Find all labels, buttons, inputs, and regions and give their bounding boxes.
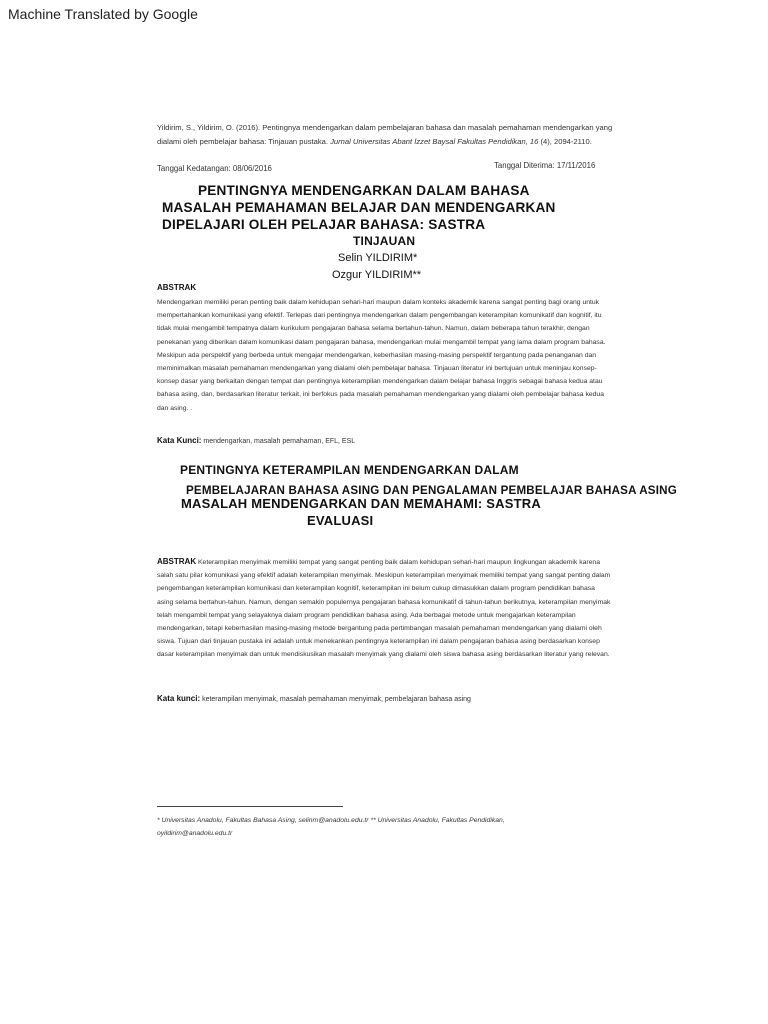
- author-1: Selin YILDIRIM*: [338, 252, 418, 264]
- keywords: [157, 436, 355, 445]
- translation-banner: Machine Translated by Google: [8, 6, 198, 22]
- received-date: Tanggal Kedatangan: 08/06/2016: [157, 164, 272, 173]
- keywords-text: mendengarkan, masalah pemahaman, EFL, ESL: [203, 438, 356, 445]
- abstract-body: Mendengarkan memiliki peran penting baik dalam kehidupan sehari-hari maupun dalam konteks akademik karena sangat penting bagi orang untuk mempertahankan komunikasi yang efektif. Terlepas dari pentingnya mendengarkan dalam pengembangan keterampilan komunikatif dan kognitif, itu tidak mulai mengambil tempatnya dalam kurikulum pengajaran bahasa selama bertahun-tahun. Namun, dalam beberapa tahun terakhir, dengan penekanan yang diberikan dalam komunikasi dalam pengajaran bahasa, mendengarkan mulai mengambil tempat yang lama dalam program bahasa. Meskipun ada perspektif yang berbeda untuk mengajar mendengarkan, keberhasilan masing-masing perspektif tergantung pada penanganan dan meminimalkan masalah pemahaman mendengarkan yang dialami oleh pembelajar bahasa. Tinjauan literatur ini bertujuan untuk meninjau konsep-konsep dasar yang berkaitan dengan tempat dan pentingnya keterampilan mendengarkan dalam belajar bahasa Inggris sebagai bahasa kedua atau bahasa asing, dan, berdasarkan literatur terkait, ini berfokus pada masalah pemahaman mendengarkan yang dialami oleh pembelajar bahasa kedua dan asing. .: [157, 299, 606, 412]
- alt-title-line-4: EVALUASI: [307, 513, 374, 528]
- alt-keywords-label: Kata kunci:: [157, 694, 201, 703]
- alt-title-line-3: MASALAH MENDENGARKAN DAN MEMAHAMI: SASTRA: [181, 496, 541, 511]
- alt-abstract-body: Keterampilan menyimak memiliki tempat yang sangat penting baik dalam kehidupan sehari-hari maupun lingkungan akademik karena salah satu pilar komunikasi yang efektif adalah keterampilan menyimak. Meskipun keterampilan menyimak memiliki tempat yang sangat penting dalam pengembangan keterampilan komunikasi dan keterampilan kognitif, keterampilan ini belum cukup dimasukkan dalam program pendidikan bahasa asing selama bertahun-tahun. Namun, dengan semakin populernya pengajaran bahasa komunikatif di tahun-tahun berikutnya, keterampilan menyimak telah mengambil tempat yang selayaknya dalam program pendidikan bahasa asing. Ada berbagai metode untuk mengajarkan keterampilan mendengarkan, tetapi keberhasilan masing-masing metode bergantung pada pertimbangan masalah pemahaman mendengarkan yang dialami oleh siswa. Tujuan dari tinjauan pustaka ini adalah untuk menekankan pentingnya keterampilan ini dalam pengajaran bahasa asing berdasarkan konsep dasar keterampilan menyimak dan untuk mendiskusikan masalah menyimak yang dialami oleh siswa bahasa asing berdasarkan literatur yang relevan.: [157, 559, 611, 659]
- title-line-1: PENTINGNYA MENDENGARKAN DALAM BAHASA: [198, 183, 530, 198]
- footnote-divider: [157, 806, 343, 807]
- keywords-label: Kata Kunci:: [157, 436, 202, 445]
- citation-journal: Jurnal Universitas Abant İzzet Baysal Fakultas Pendidikan,: [330, 137, 528, 146]
- alt-title-line-2: PEMBELAJARAN BAHASA ASING DAN PENGALAMAN PEMBELAJAR BAHASA ASING: [186, 484, 677, 497]
- title-line-4: TINJAUAN: [353, 234, 416, 248]
- alt-keywords-text: keterampilan menyimak, masalah pemahaman menyimak, pembelajaran bahasa asing: [202, 696, 471, 703]
- citation-pages: (4), 2094-2110.: [540, 137, 592, 146]
- accepted-date: Tanggal Diterima: 17/11/2016: [494, 161, 596, 170]
- alt-abstract-heading: ABSTRAK: [157, 557, 197, 566]
- citation-volume: 16: [529, 137, 539, 146]
- title-line-2: MASALAH PEMAHAMAN BELAJAR DAN MENDENGARKAN: [162, 200, 556, 215]
- alt-keywords: [157, 694, 471, 703]
- alt-abstract: [157, 555, 613, 662]
- footnote: * Universitas Anadolu, Fakultas Bahasa Asing, selinm@anadolu.edu.tr ** Universitas Anadolu, Fakultas Pendidikan, oyildirim@anadolu.edu.tr: [157, 817, 505, 837]
- citation: [157, 121, 617, 149]
- author-2: Ozgur YILDIRIM**: [332, 269, 422, 281]
- alt-title-line-1: PENTINGNYA KETERAMPILAN MENDENGARKAN DALAM: [180, 463, 519, 477]
- title-line-3: DIPELAJARI OLEH PELAJAR BAHASA: SASTRA: [162, 217, 486, 232]
- abstract-heading: ABSTRAK: [157, 283, 197, 292]
- citation-text: Yildirim, S., Yildirim, O. (2016). Pentingnya mendengarkan dalam pembelajaran bahasa dan masalah pemahaman mendengarkan yang dialami oleh pembelajar bahasa: Tinjauan pustaka.: [157, 123, 613, 146]
